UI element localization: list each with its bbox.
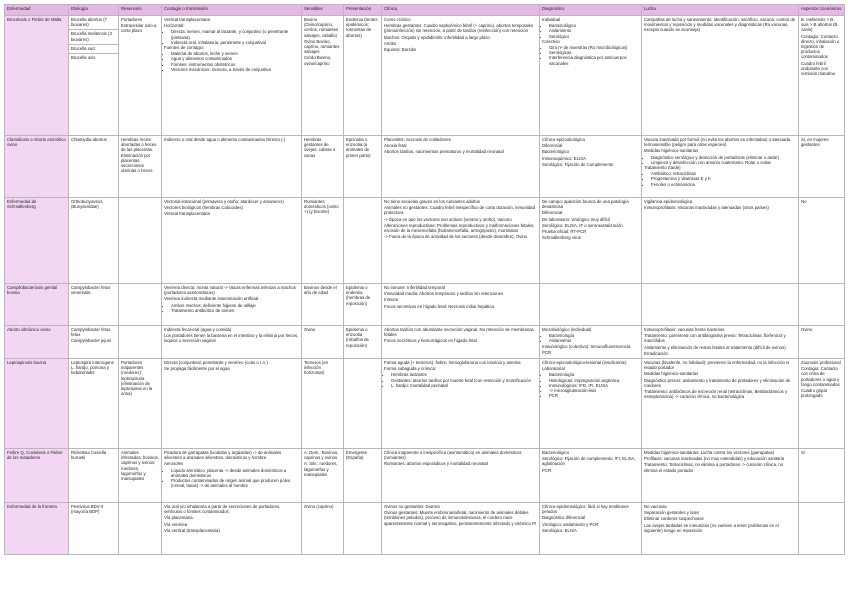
cell-line: Prueba oficial: RT-PCR xyxy=(542,229,587,235)
bullet-list xyxy=(644,155,796,165)
cell-line: B. melitensis > B. suis > B abortus (B. canis) xyxy=(801,17,839,33)
cell-line: Ovinos gestantes: Muerte embrionaria/fetal, nacimiento de animales débiles (temblones peludos), proceso de inmunotolerancia, el cordero nace aparentemente normal y seronegativo, persistentemente infectado y virémico PI xyxy=(384,510,537,526)
cell-line: Extracelular solo a corto plazo xyxy=(121,23,157,34)
cell-clinica xyxy=(382,449,540,503)
bullet-item: • Histológicas: impregnación argéntica xyxy=(549,378,639,383)
cell-line: Si xyxy=(801,450,805,456)
cell-line: Microbiológico (individual) xyxy=(542,327,592,332)
cell-contagio xyxy=(162,503,302,555)
cell-line: Machos: Orquitis y epididimitis: infertilidad a largo plazo xyxy=(384,34,490,40)
cell-line: A. Silv.: roedores, lagomorfos y marsupiales xyxy=(304,461,338,477)
cell-line: Diferencial xyxy=(542,210,563,216)
cell-line: Cerdo Bovino, ovino/caprino xyxy=(304,55,332,66)
cell-contagio xyxy=(162,359,302,449)
cell-lucha xyxy=(642,503,799,555)
bullet-item: • PCR xyxy=(549,393,639,398)
cell-diagnostico xyxy=(540,136,642,198)
cell-line: Fuentes de contagio: xyxy=(164,45,205,51)
disease-name: Leptospirosis bovina xyxy=(5,359,69,449)
cell-zoonosis xyxy=(799,359,845,449)
cell-line: Laboratorial xyxy=(542,366,565,372)
cell-line: Diferencial xyxy=(542,143,563,149)
cell-contagio xyxy=(162,16,302,136)
cell-line: Focos secretivos en hígado fetal: Necrosis miliar hepática xyxy=(384,303,494,309)
cell-line: Inmunoquímico: ELISA xyxy=(542,155,586,161)
cell-contagio xyxy=(162,198,302,284)
cell-etiologia xyxy=(69,359,119,449)
cell-presentacion xyxy=(344,136,382,198)
cell-sensibles xyxy=(302,326,344,359)
bullet-item: • Diagnóstico serológico y detección de portadoras (eliminar o aislar) xyxy=(651,155,796,160)
cell-line: Clínico-epidemiológico: fácil si hay temblones peludos xyxy=(542,504,629,515)
cell-sensibles xyxy=(302,359,344,449)
header-row xyxy=(5,5,845,16)
cell-lucha xyxy=(642,16,799,136)
cell-contagio xyxy=(162,284,302,326)
cell-presentacion xyxy=(344,326,382,359)
cell-clinica xyxy=(382,359,540,449)
cell-zoonosis xyxy=(799,449,845,503)
cell-line: Venérea indirecta mediante inseminación artificial xyxy=(164,296,259,302)
cell-line: Serológico: ELISA, IF o seroneutralización xyxy=(542,222,623,228)
cell-line: Animales infectados: bovinos, caprinos y ovinos; roedores, lagomorfos y marsupiales xyxy=(121,450,159,482)
cell-clinica xyxy=(382,136,540,198)
bullet-list xyxy=(542,23,639,39)
bullet-list xyxy=(542,45,639,66)
cell-line: Forma aguda (+ terneros): fiebre, hemoglobinuria con ictericia y anemia xyxy=(384,360,521,366)
cell-line: PCR xyxy=(542,467,552,473)
header-lucha: Lucha xyxy=(642,5,799,16)
cell-line: Brucella melitensis (3 biovares) xyxy=(69,29,118,41)
bullet-item: • Serológico xyxy=(549,34,639,39)
cell-presentacion xyxy=(344,449,382,503)
disease-name: Brucelosis o Fiebre de Malta xyxy=(5,16,69,136)
bullet-item: • Limpieza y desinfección con amonio cuaternario. Rotar o evitar xyxy=(651,160,796,165)
header-presentacion: Presentación xyxy=(344,5,382,16)
cell-zoonosis xyxy=(799,503,845,555)
cell-line: Erradicación xyxy=(644,350,668,356)
cell-line: Brucella abortus (7 biovares) xyxy=(71,17,108,28)
cell-line: Animales no gestantes: Cuadro febril inespecífico de corta duración, inmunidad protectora xyxy=(384,205,535,216)
cell-zoonosis xyxy=(799,326,845,359)
cell-line: Equinos: Bursitis xyxy=(384,47,417,53)
cell-sensibles xyxy=(302,16,344,136)
cell-line: Artritis xyxy=(384,40,397,46)
cell-line: Virológico: aislamiento y PCR xyxy=(542,521,599,527)
disease-name: Enfermedad de la frontera xyxy=(5,503,69,555)
cell-line: Chlamydia abortus xyxy=(71,137,107,142)
cell-line: -> Fuera de la época de actividad de los vectores (desde diciembre), Ovino xyxy=(384,234,528,240)
cell-line: Leptospira interrogans L. hardjo, pomona y hebdomadis xyxy=(71,360,114,376)
cell-line: Campylobacter fetus venerealis xyxy=(71,285,111,296)
cell-line: Endemia (brotes epidémicos: tormentas de abortos) xyxy=(346,17,378,38)
cell-line: Profilaxis: vacunas inactivadas (no muy extendidas) y educación sanitaria xyxy=(644,456,785,462)
cell-line: Ovino xyxy=(801,327,813,332)
table-row xyxy=(5,198,845,284)
cell-line: Ovino xyxy=(304,327,316,332)
cell-line: Eliminar corderos sospechosos xyxy=(644,516,704,522)
cell-etiologia xyxy=(69,449,119,503)
bullet-list xyxy=(164,468,299,489)
cell-line: Campylobacter jejuni xyxy=(71,338,112,344)
bullet-item: • Vectores mecánicos: moscas, a través de conjuntiva xyxy=(171,67,299,72)
header-enfermedad: Enfermedad xyxy=(5,5,69,16)
cell-line: Vía placentaria xyxy=(164,515,193,521)
cell-line: Orthobunyavirus (Bunyaviridae) xyxy=(71,199,103,210)
cell-line: Ovino Bovino, caprino, rumiantes salvajes xyxy=(304,38,340,55)
cell-line: Venérea directa: monta natural -> Vacas enfermas infectan a machos (portadores asintomáticos) xyxy=(164,285,296,296)
cell-line: Abortos tardíos con abundante secreción vaginal. No retención de membranas fetales xyxy=(384,327,534,338)
cell-lucha xyxy=(642,359,799,449)
cell-line: Hembras recién abortadas o heces de las placentas. Eliminación por placentas, secreciones uterinas o heces xyxy=(121,137,157,174)
cell-etiologia xyxy=(69,198,119,284)
cell-reservorio xyxy=(119,16,162,136)
cell-line: Vía oral y/o inhalatoria a partir de secreciones de portadores, vehículos o fómites contaminados xyxy=(164,504,281,515)
cell-clinica xyxy=(382,198,540,284)
cell-line: Epizootia o enzootia (a animales de primer parto) xyxy=(346,137,371,158)
cell-line: Tratamiento (tarde) xyxy=(644,165,681,171)
header-contagio: Contagio o transmisión xyxy=(162,5,302,16)
bullet-item: • Indirecta oral, inhalatoria, penetrante y conjuntival xyxy=(171,40,299,45)
disease-name: Enfermedad de Schmallenberg xyxy=(5,198,69,284)
cell-sensibles xyxy=(302,503,344,555)
table-row xyxy=(5,449,845,503)
bullet-item: • Bacteriológico xyxy=(549,23,639,28)
cell-line: Horizontal: xyxy=(164,23,185,29)
cell-line: Ovinos no gestantes: Diarrea xyxy=(384,504,440,510)
table-row xyxy=(5,359,845,449)
bullet-item: • Fenoles o ectinomicina xyxy=(651,182,796,187)
cell-line: Alteraciones reproductivas: Problemas reproductivos y malformaciones fetales, escisión de la mesencefalia (hidranencefalia, artrogriposis), mortinatos xyxy=(384,222,535,234)
cell-diagnostico xyxy=(540,326,642,359)
cell-contagio xyxy=(162,326,302,359)
bullet-item: • Bacteriología xyxy=(549,372,639,377)
cell-diagnostico xyxy=(540,198,642,284)
cell-diagnostico xyxy=(540,284,642,326)
header-etiologia: Etiología xyxy=(69,5,119,16)
cell-line: Inmunidad media: Abortos tempranos y tardíos sin retenciones xyxy=(384,291,504,297)
cell-etiologia xyxy=(69,326,119,359)
cell-line: Epidemia o endemia (hembras de reposición) xyxy=(346,285,371,306)
cell-presentacion xyxy=(344,359,382,449)
cell-presentacion xyxy=(344,198,382,284)
cell-reservorio xyxy=(119,359,162,449)
table-row xyxy=(5,284,845,326)
cell-line: Aislamiento y eliminación de restos fetales al tratamiento (difícil de ovinos) xyxy=(644,344,786,350)
cell-zoonosis xyxy=(799,16,845,136)
bullet-item: • Gestantes: abortos tardíos por muerte fetal (con retención y momificación xyxy=(391,378,537,383)
cell-line: Bacteriológico xyxy=(542,450,569,456)
cell-line: Vacuna inactivada por formol (no evita los abortos en infectadas) o atenuada termosensible (peligro para otras especies) xyxy=(644,137,791,148)
cell-reservorio xyxy=(119,449,162,503)
cell-line: Pestivirus BDV-3 (mayoría BDP) xyxy=(71,504,104,515)
cell-line: Focos necróticos y hemorrágicos en hígado fetal xyxy=(384,338,477,344)
cell-line: Vertical transplacentaria xyxy=(164,211,210,217)
cell-line: Bovino (Ovino/caprino, cerdos, rumiantes salvajes, caballo) xyxy=(304,17,339,38)
cell-zoonosis xyxy=(799,284,845,326)
bullet-item: • Interferencia diagnóstica por anticuerpos vacunales xyxy=(549,55,639,65)
bullet-item: • Bacteriología xyxy=(549,333,639,338)
bullet-list xyxy=(164,51,299,72)
cell-line: Tratamiento: Tetraciclinas, no elimina a portadores -> curación clínica, no elimina el estado portador xyxy=(644,462,784,473)
cell-line: Medidas higiénico-sanitarias: Lucha contra los vectores (garrapatas) xyxy=(644,450,775,456)
cell-line: Campañas de lucha y saneamiento: identificación, sacrificio, vacuna, control de movimientos y reposición y medidas vacunales y diagnósticas (Ro vacunas, excepto cuando se aconseja) xyxy=(644,17,796,33)
bullet-item: • Aislamiento xyxy=(549,338,639,343)
bullet-item: • Hembras lactantes xyxy=(391,372,537,377)
cell-presentacion xyxy=(344,284,382,326)
cell-reservorio xyxy=(119,136,162,198)
cell-line: Si, en mujeres gestantes xyxy=(801,137,829,148)
cell-line: Clínica inaparente o inespecífica (asintomática) en animales domésticos (rumiantes) xyxy=(384,450,522,461)
cell-line: Indirecta fecal-oral (agua y comida) xyxy=(164,327,232,332)
cell-line: Picadura de garrapatas (ixodidas y argásidas) -> de animales silvestres a animales silvestres, domésticos y hombre xyxy=(164,450,282,461)
cell-line: De laboratorio: virológico muy difícil xyxy=(542,216,610,222)
table-row xyxy=(5,136,845,198)
cell-line: Serológico: ELISA xyxy=(542,527,577,533)
cell-clinica xyxy=(382,326,540,359)
cell-lucha xyxy=(642,326,799,359)
cell-line: Contagio: Contacto directo, inhalación o ingestión de productos contaminados xyxy=(801,33,840,60)
cell-lucha xyxy=(642,136,799,198)
bullet-item: • Directa: semen, mamar al lactante, y conjuntivo (o penetrante (pielsana) xyxy=(171,29,299,39)
header-sensibles: Sensibles xyxy=(302,5,344,16)
cell-reservorio xyxy=(119,326,162,359)
cell-line: Vía vertical (transplacentaria) xyxy=(164,527,220,533)
disease-name: Fiebre Q, Coxielosis o Fiebre de los mataderos xyxy=(5,449,69,503)
cell-sensibles xyxy=(302,198,344,284)
cell-contagio xyxy=(162,136,302,198)
cell-reservorio xyxy=(119,284,162,326)
bullet-list xyxy=(164,29,299,45)
table-row xyxy=(5,503,845,555)
cell-line: No tiene secuelas graves en los rumiantes adultos xyxy=(384,199,481,204)
cell-line: Diagnóstico precoz, aislamiento y tratamiento de portadores y eliminación de roedores xyxy=(644,377,791,388)
cell-line: Bovinos desde el año de edad xyxy=(304,285,337,296)
bullet-item: • Ambos machos: deficiente higiene de utillaje xyxy=(171,303,299,308)
bullet-item: • Giro nº de muestras (Ro microbiológicas) xyxy=(549,45,639,50)
cell-line: Clínico-epizootiológico-lesional (insuficiente) xyxy=(542,360,627,366)
cell-etiologia xyxy=(69,16,119,136)
cell-line: Se propaga fácilmente por el agua xyxy=(164,366,230,372)
bullet-item: • -> microaglutinación-lisis xyxy=(549,388,639,393)
bullet-item: • Líquido amniótico, placenta -> desde animales domésticos a animales domésticos xyxy=(171,468,299,478)
bullet-item: • Progesterona y vitaminas E y K xyxy=(651,176,796,181)
cell-line: Rickettsia Coxiella burnetii xyxy=(71,450,107,461)
bullet-list xyxy=(164,303,299,313)
disease-name: Campilobacteriosis genital bovina xyxy=(5,284,69,326)
cell-line: Emergente (España) xyxy=(346,450,368,461)
cell-etiologia xyxy=(69,136,119,198)
cell-clinica xyxy=(382,16,540,136)
cell-line: -> Época en que los vectores son activos (verano y otoño), Vacuno xyxy=(384,216,512,222)
bullet-item: • Antibiótico: tetraciclinas xyxy=(651,171,796,176)
cell-line: Bacteriológico xyxy=(542,149,569,155)
cell-line: Vertical transplacentaria xyxy=(164,17,210,22)
cell-line: Cuadro febril ondulante con remisión matutina xyxy=(801,60,835,77)
cell-line: Individual xyxy=(542,17,561,22)
cell-line: PCR xyxy=(542,349,552,355)
header-reservorio: Reservorio xyxy=(119,5,162,16)
bullet-item: • Tratamiento antibiótico de semen xyxy=(171,308,299,313)
cell-line: Hembras gestantes de ovejas, cabras o vacas xyxy=(304,137,336,158)
cell-lucha xyxy=(642,284,799,326)
cell-line: Campylobacter fetus fetus xyxy=(71,327,111,338)
cell-clinica xyxy=(382,284,540,326)
cell-reservorio xyxy=(119,198,162,284)
cell-line: Zoonosis profesional xyxy=(801,360,841,366)
cell-line: A. Dom.: Bovinos, caprinos y ovinos xyxy=(304,450,339,461)
cell-line: Separación gestantes y lotes xyxy=(644,510,700,516)
cell-line: No xyxy=(801,199,807,204)
bullet-item: • Fómites: instrumentos obstétricos xyxy=(171,62,299,67)
cell-diagnostico xyxy=(540,359,642,449)
cell-line: No inmune: Infertilidad temporal xyxy=(384,285,445,290)
cell-clinica xyxy=(382,503,540,555)
cell-line: Vectores biológicos (hembras Culicoides) xyxy=(164,205,243,211)
cell-sensibles xyxy=(302,136,344,198)
cell-line: Serológico: Fijación de Complemento xyxy=(542,161,614,167)
bullet-list xyxy=(644,171,796,187)
disease-name: Aborto vibriónico ovino xyxy=(5,326,69,359)
cell-line: Indirecto o oral desde agua o alimento contaminados Directo (-) xyxy=(164,137,286,142)
bullet-item: • Productos contaminados de origen animal que producen polvo (cereal, lanas) -> de animales al hombre xyxy=(171,478,299,488)
cell-line: De campo: aparición brusca de una patología desastrosa xyxy=(542,199,629,210)
disease-table xyxy=(4,4,845,555)
cell-sensibles xyxy=(302,284,344,326)
cell-etiologia xyxy=(69,503,119,555)
cell-line: Epidemia o enzootia (rebaños de reposición) xyxy=(346,327,369,348)
cell-diagnostico xyxy=(540,503,642,555)
cell-reservorio xyxy=(119,503,162,555)
cell-line: Rumiantes domésticos (ovino +) (y bisonte) xyxy=(304,199,339,215)
cell-line: Contagio: Contacto con orina de portadores o agua y fango contaminados xyxy=(801,366,840,387)
cell-line: Hembras gestantes: Cuadro septicémico febril (+ caprino), abortos temporales (primoinfección) sin retención, a partir de tardíos (reinfección) con retención xyxy=(384,23,534,34)
bullet-list xyxy=(542,372,639,398)
cell-line: Diagnóstico diferencial xyxy=(542,515,586,521)
cell-etiologia xyxy=(69,284,119,326)
cell-line: Colectivo xyxy=(542,38,560,44)
cell-line: Brucella suiz xyxy=(69,44,118,51)
cell-line: No vacunas xyxy=(644,504,667,510)
cell-line: Cuadro gripal prolongado xyxy=(801,388,827,399)
cell-zoonosis xyxy=(799,136,845,198)
table-body xyxy=(5,16,845,555)
cell-line: Vigilancia epidemiológica xyxy=(644,199,693,204)
cell-line: Aerosoles xyxy=(164,461,184,467)
header-zoonosis: Aspectos zoonósicos xyxy=(799,5,845,16)
cell-line: Vacunas (bivalente, no habitual): previenen la enfermedad, no la infección ni estado portador xyxy=(644,360,790,371)
cell-presentacion xyxy=(344,16,382,136)
bullet-item: • Serológicas xyxy=(549,50,639,55)
cell-line: Clínico-epizootiológico xyxy=(542,137,585,142)
cell-line: Brucella ovis xyxy=(69,53,118,60)
bullet-list xyxy=(384,372,537,388)
cell-lucha xyxy=(642,198,799,284)
cell-line: Las ovejas tardadas se inmunizan (no vuelven a tener problemas en el siguiente) riesgo en reposición xyxy=(644,522,779,533)
cell-line: Inmune xyxy=(384,297,399,303)
header-diagnostico: Diagnóstico xyxy=(540,5,642,16)
table-row xyxy=(5,16,845,136)
cell-line: Medidas higiénico-sanitarias xyxy=(644,148,699,154)
cell-line: Portadores xyxy=(121,17,143,22)
cell-line: Placentitis: necrosis de cotiledones xyxy=(384,137,451,142)
cell-diagnostico xyxy=(540,449,642,503)
cell-diagnostico xyxy=(540,16,642,136)
cell-line: Forma subaguda y crónica: xyxy=(384,366,437,372)
bullet-item: • Agua y alimentos contaminados xyxy=(171,56,299,61)
bullet-item: • L. hardjo: mortalidad perinatal xyxy=(391,383,537,388)
cell-line: Ovino (caprino) xyxy=(304,504,334,510)
cell-line: Curso crónico xyxy=(384,17,411,22)
cell-line: Vectorial estacional (primavera y otoño; atardecer y amanecer) xyxy=(164,199,284,204)
cell-line: Medidas higiénico-sanitarias xyxy=(644,371,699,377)
cell-sensibles xyxy=(302,449,344,503)
cell-line: Inmunoprofilaxis: Vacunas inactivadas y atenuadas (otros países) xyxy=(644,205,769,211)
bullet-list xyxy=(542,333,639,343)
cell-presentacion xyxy=(344,503,382,555)
cell-lucha xyxy=(642,449,799,503)
cell-line: Abortos tardíos, nacimientos prematuros y mortalidad neonatal xyxy=(384,149,504,155)
cell-line: Schmallenberg virus xyxy=(542,235,581,241)
cell-line: Anoxia fetal xyxy=(384,143,407,149)
bullet-item: • Aislamiento xyxy=(549,28,639,33)
header-clinica: Clínica xyxy=(382,5,540,16)
bullet-item: • Inmunológicas: IFD, IFI, ELISA xyxy=(549,383,639,388)
disease-name: Clamidiosis o Aborto enzoótico ovino xyxy=(5,136,69,198)
cell-line: Directa (conjuntival, penetrante y venéreo (coito o I.A.) xyxy=(164,360,268,366)
cell-contagio xyxy=(162,449,302,503)
cell-line: Rumiantes: abortos esporádicos y mortalidad neonatal xyxy=(384,461,488,467)
bullet-item: • Material de abortos, leche y semen xyxy=(171,51,299,56)
cell-line: Tratamiento: antibióticos de excreción renal (tetraciclinas, Betalactámicos y estreptomicina) -> curación clínica, no bacteriológica xyxy=(644,389,788,400)
table-row xyxy=(5,326,845,359)
cell-line: Inmunoprofilaxis: vacunas frente bacterias xyxy=(644,327,725,332)
cell-line: Serológico: Fijación de complemento, IFI, ELISA, aglutinación xyxy=(542,456,636,467)
cell-line: Terneros (en infección horizontal) xyxy=(304,360,329,376)
cell-line: Inmunológico (colectivo): Inmunofluorescencia xyxy=(542,343,631,349)
cell-line: Vía venérea xyxy=(164,521,188,527)
cell-zoonosis xyxy=(799,198,845,284)
cell-line: Portadores inaparentes (roedores): leptospiruria (eliminación de leptospiras en la orina) xyxy=(121,360,153,397)
cell-line: Los portadores tienen la bacteria en el intestino y la elimina por heces, loquios o secreción vaginal xyxy=(164,333,299,344)
cell-line: Tratamiento: parenteral con antibiograma previo: Tetraciclinas, florfenicol y macrólidos xyxy=(644,333,786,344)
